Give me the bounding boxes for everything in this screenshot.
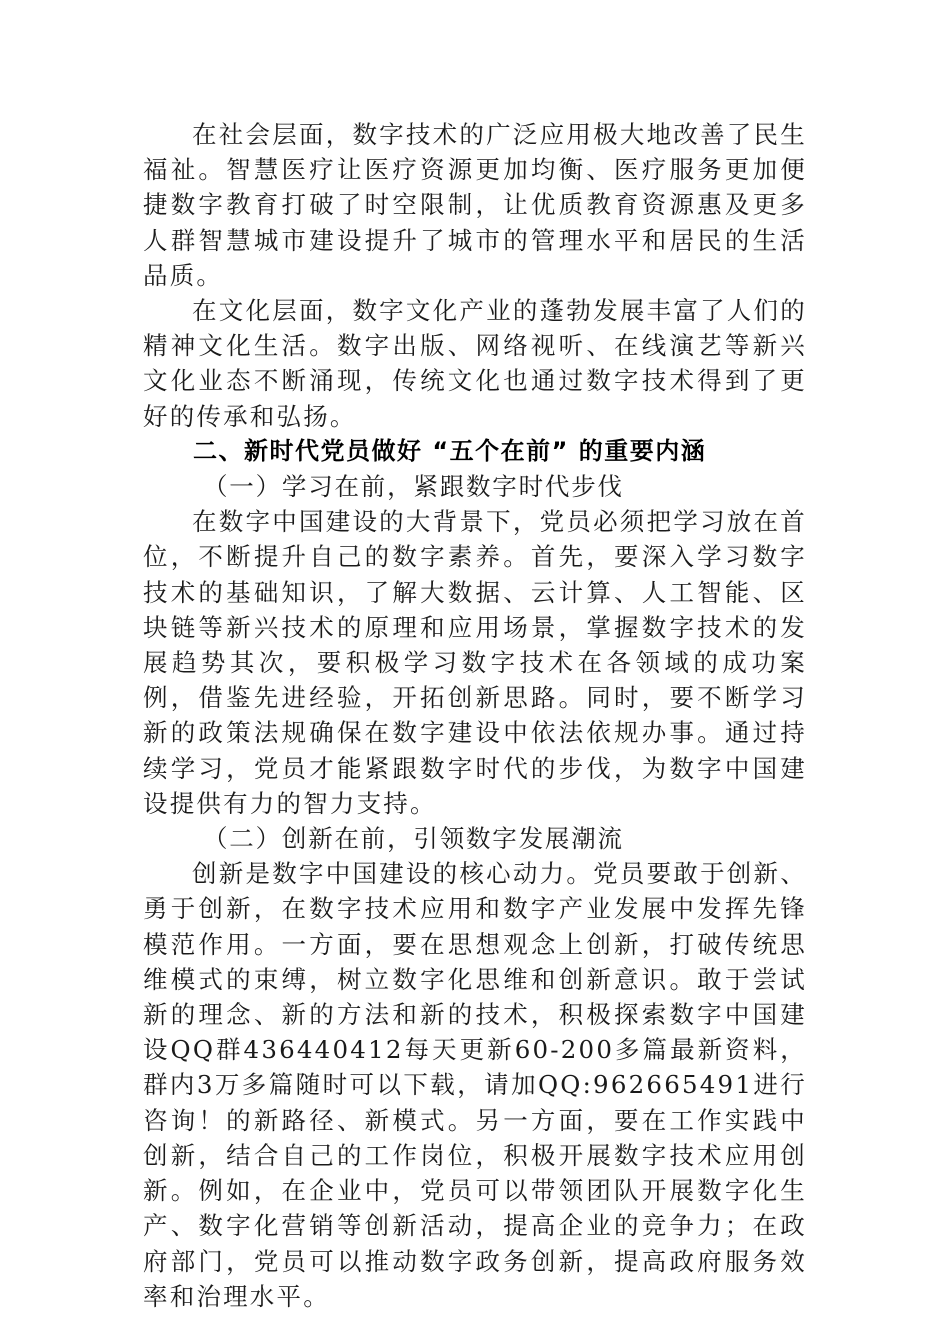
paragraph-social: 在社会层面，数字技术的广泛应用极大地改善了民生福祉。智慧医疗让医疗资源更加均衡、医疗服务更加便捷数字教育打破了时空限制，让优质教育资源惠及更多人群智慧城市建设提升了城市的管理水平和居民的生活品质。 <box>143 120 807 290</box>
section-heading: 二、新时代党员做好 “五个在前” 的重要内涵 <box>193 436 707 465</box>
subsection-2-heading: （二）创新在前，引领数字发展潮流 <box>203 824 624 854</box>
paragraph-culture: 在文化层面，数字文化产业的蓬勃发展丰富了人们的精神文化生活。数字出版、网络视听、在线演艺等新兴文化业态不断涌现，传统文化也通过数字技术得到了更好的传承和弘扬。 <box>143 296 807 431</box>
subsection-1-heading: （一）学习在前，紧跟数字时代步伐 <box>203 472 624 502</box>
subsection-1-body: 在数字中国建设的大背景下，党员必须把学习放在首位，不断提升自己的数字素养。首先，要深入学习数字技术的基础知识，了解大数据、云计算、人工智能、区块链等新兴技术的原理和应用场景，掌握数字技术的发展趋势其次，要积极学习数字技术在各领域的成功案例，借鉴先进经验，开拓创新思路。同时，要不断学习新的政策法规确保在数字建设中依法依规办事。通过持续学习，党员才能紧跟数字时代的步伐，为数字中国建设提供有力的智力支持。 <box>143 507 807 818</box>
document-body <box>143 117 807 1314</box>
subsection-2-body: 创新是数字中国建设的核心动力。党员要敢于创新、勇于创新，在数字技术应用和数字产业发展中发挥先锋模范作用。一方面，要在思想观念上创新，打破传统思维模式的束缚，树立数字化思维和创新意识。敢于尝试新的理念、新的方法和新的技术，积极探索数字中国建设QQ群436440412每天更新60-200多篇最新资料，群内3万多篇随时可以下载，请加QQ:962665491进行咨询！的新路径、新模式。另一方面，要在工作实践中创新，结合自己的工作岗位，积极开展数字技术应用创新。例如，在企业中，党员可以带领团队开展数字化生产、数字化营销等创新活动，提高企业的竞争力；在政府部门，党员可以推动数字政务创新，提高政府服务效率和治理水平。 <box>143 859 807 1311</box>
